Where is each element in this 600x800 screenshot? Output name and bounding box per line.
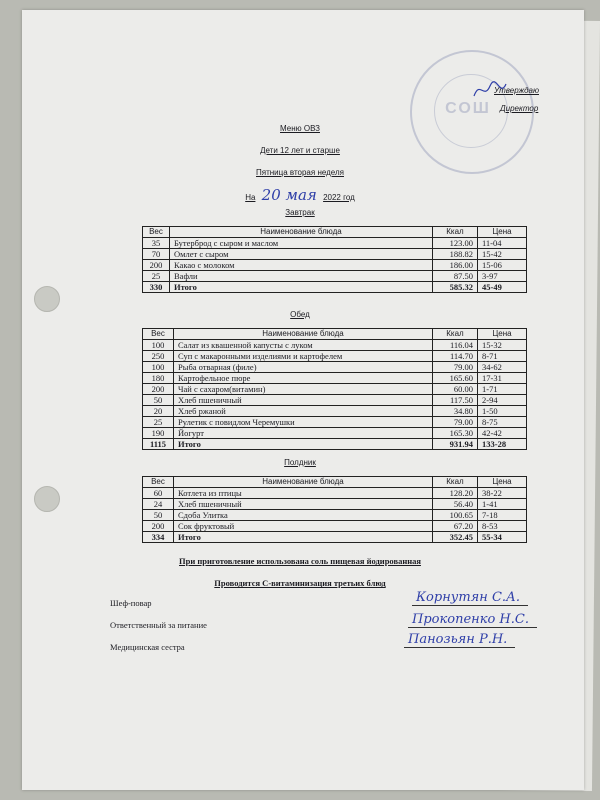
table-row [143,271,527,282]
col-weight: Вес [143,329,174,340]
total-weight: 1115 [143,439,174,450]
col-price: Цена [478,477,527,488]
table-row [143,428,527,439]
table-row [143,395,527,406]
stamp-text: СОШ [445,100,491,117]
col-name: Наименование блюда [174,477,433,488]
nutrition-role: Ответственный за питание [110,620,207,630]
total-row [143,439,527,450]
col-name: Наименование блюда [170,227,433,238]
col-price: Цена [478,329,527,340]
table-row [143,340,527,351]
cell-name: Картофельное пюре [174,373,433,384]
nurse-role: Медицинская сестра [110,642,185,652]
cell-name: Хлеб пшеничный [174,395,433,406]
vitamin-note: Проводится С-витаминизация третьих блюд [214,578,386,588]
table-header-row [143,329,527,340]
cell-price: 1-71 [478,384,527,395]
table-header-row [143,477,527,488]
nutrition-signature: Прокопенко Н.С. [408,612,537,628]
cell-kcal: 116.04 [433,340,478,351]
cell-weight: 180 [143,373,174,384]
cell-weight: 25 [143,417,174,428]
total-label: Итого [174,439,433,450]
director-signature-mark [470,78,510,102]
cell-kcal: 56.40 [433,499,478,510]
cell-weight: 100 [143,362,174,373]
approve-label: Утверждаю [494,86,539,95]
cell-weight: 35 [143,238,170,249]
cell-weight: 190 [143,428,174,439]
cell-name: Чай с сахаром(витамин) [174,384,433,395]
menu-title: Меню ОВЗ [280,124,320,133]
cell-kcal: 79.00 [433,417,478,428]
cell-price: 34-62 [478,362,527,373]
cell-price: 8-71 [478,351,527,362]
breakfast-title: Завтрак [285,208,315,217]
cell-weight: 20 [143,406,174,417]
age-group: Дети 12 лет и старше [260,146,340,155]
cell-weight: 70 [143,249,170,260]
total-row [143,532,527,543]
salt-note: При приготовление использована соль пищевая йодированная [179,556,421,566]
total-label: Итого [170,282,433,293]
cell-name: Сок фруктовый [174,521,433,532]
table-row [143,488,527,499]
table-row [143,260,527,271]
date-suffix: 2022 год [323,193,355,202]
cell-price: 42-42 [478,428,527,439]
cell-weight: 200 [143,521,174,532]
cell-name: Омлет с сыром [170,249,433,260]
total-row [143,282,527,293]
cell-name: Котлета из птицы [174,488,433,499]
breakfast-table [142,226,527,293]
date-handwritten: 20 мая [261,186,317,204]
cell-kcal: 79.00 [433,362,478,373]
cell-kcal: 188.82 [433,249,478,260]
table-row [143,238,527,249]
table-header-row [143,227,527,238]
chef-role: Шеф-повар [110,598,152,608]
cell-kcal: 60.00 [433,384,478,395]
cell-weight: 50 [143,510,174,521]
cell-weight: 100 [143,340,174,351]
cell-name: Суп с макаронными изделиями и картофелем [174,351,433,362]
cell-weight: 50 [143,395,174,406]
table-row [143,249,527,260]
cell-price: 1-50 [478,406,527,417]
table-row [143,362,527,373]
cell-price: 15-32 [478,340,527,351]
cell-kcal: 87.50 [433,271,478,282]
cell-name: Хлеб ржаной [174,406,433,417]
col-name: Наименование блюда [174,329,433,340]
cell-price: 2-94 [478,395,527,406]
table-row [143,373,527,384]
total-kcal: 931.94 [433,439,478,450]
day-label: Пятница вторая неделя [256,168,344,177]
cell-kcal: 123.00 [433,238,478,249]
cell-weight: 60 [143,488,174,499]
cell-kcal: 186.00 [433,260,478,271]
director-label: Директор [500,104,539,113]
cell-weight: 24 [143,499,174,510]
table-row [143,417,527,428]
cell-price: 7-18 [478,510,527,521]
punch-hole [34,286,60,312]
total-price: 55-34 [478,532,527,543]
total-price: 133-28 [478,439,527,450]
cell-kcal: 34.80 [433,406,478,417]
total-kcal: 585.32 [433,282,478,293]
col-kcal: Ккал [433,227,478,238]
cell-kcal: 128.20 [433,488,478,499]
cell-price: 11-04 [478,238,527,249]
cell-price: 1-41 [478,499,527,510]
table-row [143,499,527,510]
snack-title: Полдник [284,458,316,467]
cell-weight: 200 [143,260,170,271]
cell-price: 3-97 [478,271,527,282]
cell-kcal: 165.30 [433,428,478,439]
date-line [0,186,600,204]
nurse-signature: Панозьян Р.Н. [404,632,515,648]
total-label: Итого [174,532,433,543]
table-row [143,521,527,532]
cell-weight: 250 [143,351,174,362]
lunch-table [142,328,527,450]
table-row [143,406,527,417]
cell-kcal: 114.70 [433,351,478,362]
cell-name: Бутерброд с сыром и маслом [170,238,433,249]
cell-price: 8-53 [478,521,527,532]
col-weight: Вес [143,477,174,488]
cell-name: Хлеб пшеничный [174,499,433,510]
cell-price: 38-22 [478,488,527,499]
cell-price: 17-31 [478,373,527,384]
cell-name: Вафли [170,271,433,282]
cell-name: Салат из квашенной капусты с луком [174,340,433,351]
cell-name: Йогурт [174,428,433,439]
cell-name: Рулетик с повидлом Черемушки [174,417,433,428]
cell-kcal: 100.65 [433,510,478,521]
cell-kcal: 67.20 [433,521,478,532]
punch-hole [34,486,60,512]
table-row [143,510,527,521]
col-weight: Вес [143,227,170,238]
cell-name: Рыба отварная (филе) [174,362,433,373]
total-weight: 334 [143,532,174,543]
cell-weight: 200 [143,384,174,395]
lunch-title: Обед [290,310,310,319]
cell-name: Какао с молоком [170,260,433,271]
total-weight: 330 [143,282,170,293]
total-price: 45-49 [478,282,527,293]
col-kcal: Ккал [433,329,478,340]
table-row [143,351,527,362]
cell-kcal: 165.60 [433,373,478,384]
col-kcal: Ккал [433,477,478,488]
snack-table [142,476,527,543]
col-price: Цена [478,227,527,238]
table-row [143,384,527,395]
cell-price: 15-06 [478,260,527,271]
cell-price: 15-42 [478,249,527,260]
cell-name: Сдоба Улитка [174,510,433,521]
chef-signature: Корнутян С.А. [412,590,528,606]
date-prefix: На [245,193,256,202]
total-kcal: 352.45 [433,532,478,543]
cell-weight: 25 [143,271,170,282]
cell-price: 8-75 [478,417,527,428]
cell-kcal: 117.50 [433,395,478,406]
